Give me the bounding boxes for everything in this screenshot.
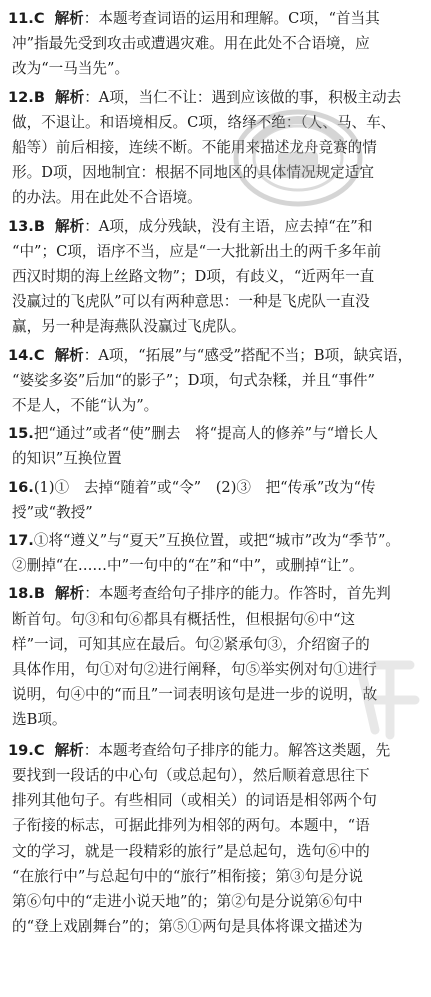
item-line: ：本题考查给句子排序的能力。作答时，首先判 [84,585,391,603]
item-label: 解析 [54,10,84,27]
item-answer: B [33,88,45,106]
item-number: 11. [8,10,34,27]
item-label: 解析 [54,585,85,603]
item-answer: C [33,346,45,364]
item-line: 做，不退让。和语境相反。C项，络绎不绝：（人、马、车、 [12,113,396,131]
answer-item-17 [8,528,423,553]
item-line: 授”或“教授” [12,503,93,521]
item-line: 船等）前后相接，连续不断。不能用来描述龙舟竞赛的情 [12,139,377,157]
item-line: (1)① 去掉“随着”或“令” (2)③ 把“传承”改为“传 [33,478,376,496]
item-line: 选B项。 [12,711,67,729]
item-line: 断首句。句③和句⑥都具有概括性，但根据句⑥中“这 [12,610,356,628]
answer-item-14 [8,343,423,368]
answer-item-12 [8,85,423,110]
item-line: 第⑥句中的“走进小说天地”的；第②句是分说第⑥句中 [12,892,363,910]
item-line: “在旅行中”与总起句中的“旅行”相衔接；第③句是分说 [12,867,363,885]
answer-item-18 [8,581,423,606]
item-number: 14. [8,346,34,364]
item-line: ：A项，成分残缺，没有主语，应去掉“在”和 [84,217,373,235]
item-line: 形。D项，因地制宜：根据不同地区的具体情况规定适宜 [12,164,374,182]
item-line: 子衔接的标志，可据此排列为相邻的两句。本题中，“语 [12,817,370,835]
item-label: 解析 [54,346,84,364]
item-line: 样”一词，可知其应在最后。句②紧承句③，介绍窗子的 [12,635,370,653]
item-line: ①将“遵义”与“夏天”互换位置，或把“城市”改为“季节”。 [33,532,401,550]
item-answer: B [33,585,45,603]
item-number: 17. [8,532,34,550]
item-label: 解析 [54,741,84,759]
item-line: “婆娑多姿”后加“的影子”；D项，句式杂糅，并且“事件” [12,371,375,389]
item-number: 15. [8,425,34,443]
item-answer: B [33,217,45,235]
answer-item-11 [8,6,423,31]
item-line: 改为“一马当先”。 [12,60,130,78]
item-line: 把“通过”或者“使”删去 将“提高人的修养”与“增长人 [33,425,378,443]
item-number: 13. [8,217,34,235]
item-line: 没赢过的飞虎队”可以有两种意思：一种是飞虎队一直没 [12,293,370,311]
item-line: ：本题考查词语的运用和理解。C项，“首当其 [83,10,380,27]
item-number: 18. [8,585,34,603]
item-number: 16. [8,478,34,496]
item-line: 文的学习，就是一段精彩的旅行”是总起句，选句⑥中的 [12,842,370,860]
item-line: 的办法。用在此处不合语境。 [12,189,202,207]
item-label: 解析 [54,88,85,106]
item-line: 说明，句④中的“而且”一词表明该句是进一步的说明，故 [12,686,378,704]
item-line: 要找到一段话的中心句（或总起句），然后顺着意思往下 [12,766,370,784]
item-line: ：本题考查给句子排序的能力。解答这类题，先 [83,741,391,759]
item-line: 排列其他句子。有些相同（或相关）的词语是相邻两个句 [12,792,377,810]
answer-item-16 [8,475,423,500]
item-number: 19. [8,741,34,759]
answer-item-13 [8,214,423,239]
item-line: ：A项，当仁不让：遇到应该做的事，积极主动去 [84,88,402,106]
item-line: 的知识”互换位置 [12,450,122,468]
item-number: 12. [8,88,34,106]
item-label: 解析 [54,217,85,235]
item-answer: C [33,10,45,27]
item-line: 具体作用，句①对句②进行阐释，句⑤举实例对句①进行 [12,661,377,679]
item-line: ：A项，“拓展”与“感受”搭配不当；B项，缺宾语， [83,346,413,364]
item-line: 不是人，不能“认为”。 [12,397,159,415]
answer-item-19 [8,738,423,763]
item-line: “中”；C项，语序不当，应是“一大批新出土的两千多年前 [12,242,382,260]
item-line: 的“登上戏剧舞台”的；第⑤①两句是具体将课文描述为 [12,918,363,936]
item-answer: C [33,741,45,759]
item-line: ②删掉“在……中”一句中的“在”和“中”，或删掉“让”。 [12,557,364,575]
item-line: 冲”指最先受到攻击或遭遇灾难。用在此处不合语境，应 [12,35,370,53]
item-line: 西汉时期的海上丝路文物”；D项，有歧义，“近两年一直 [12,268,375,286]
answer-item-15 [8,421,423,446]
item-line: 赢，另一种是海燕队没赢过飞虎队。 [12,318,246,336]
